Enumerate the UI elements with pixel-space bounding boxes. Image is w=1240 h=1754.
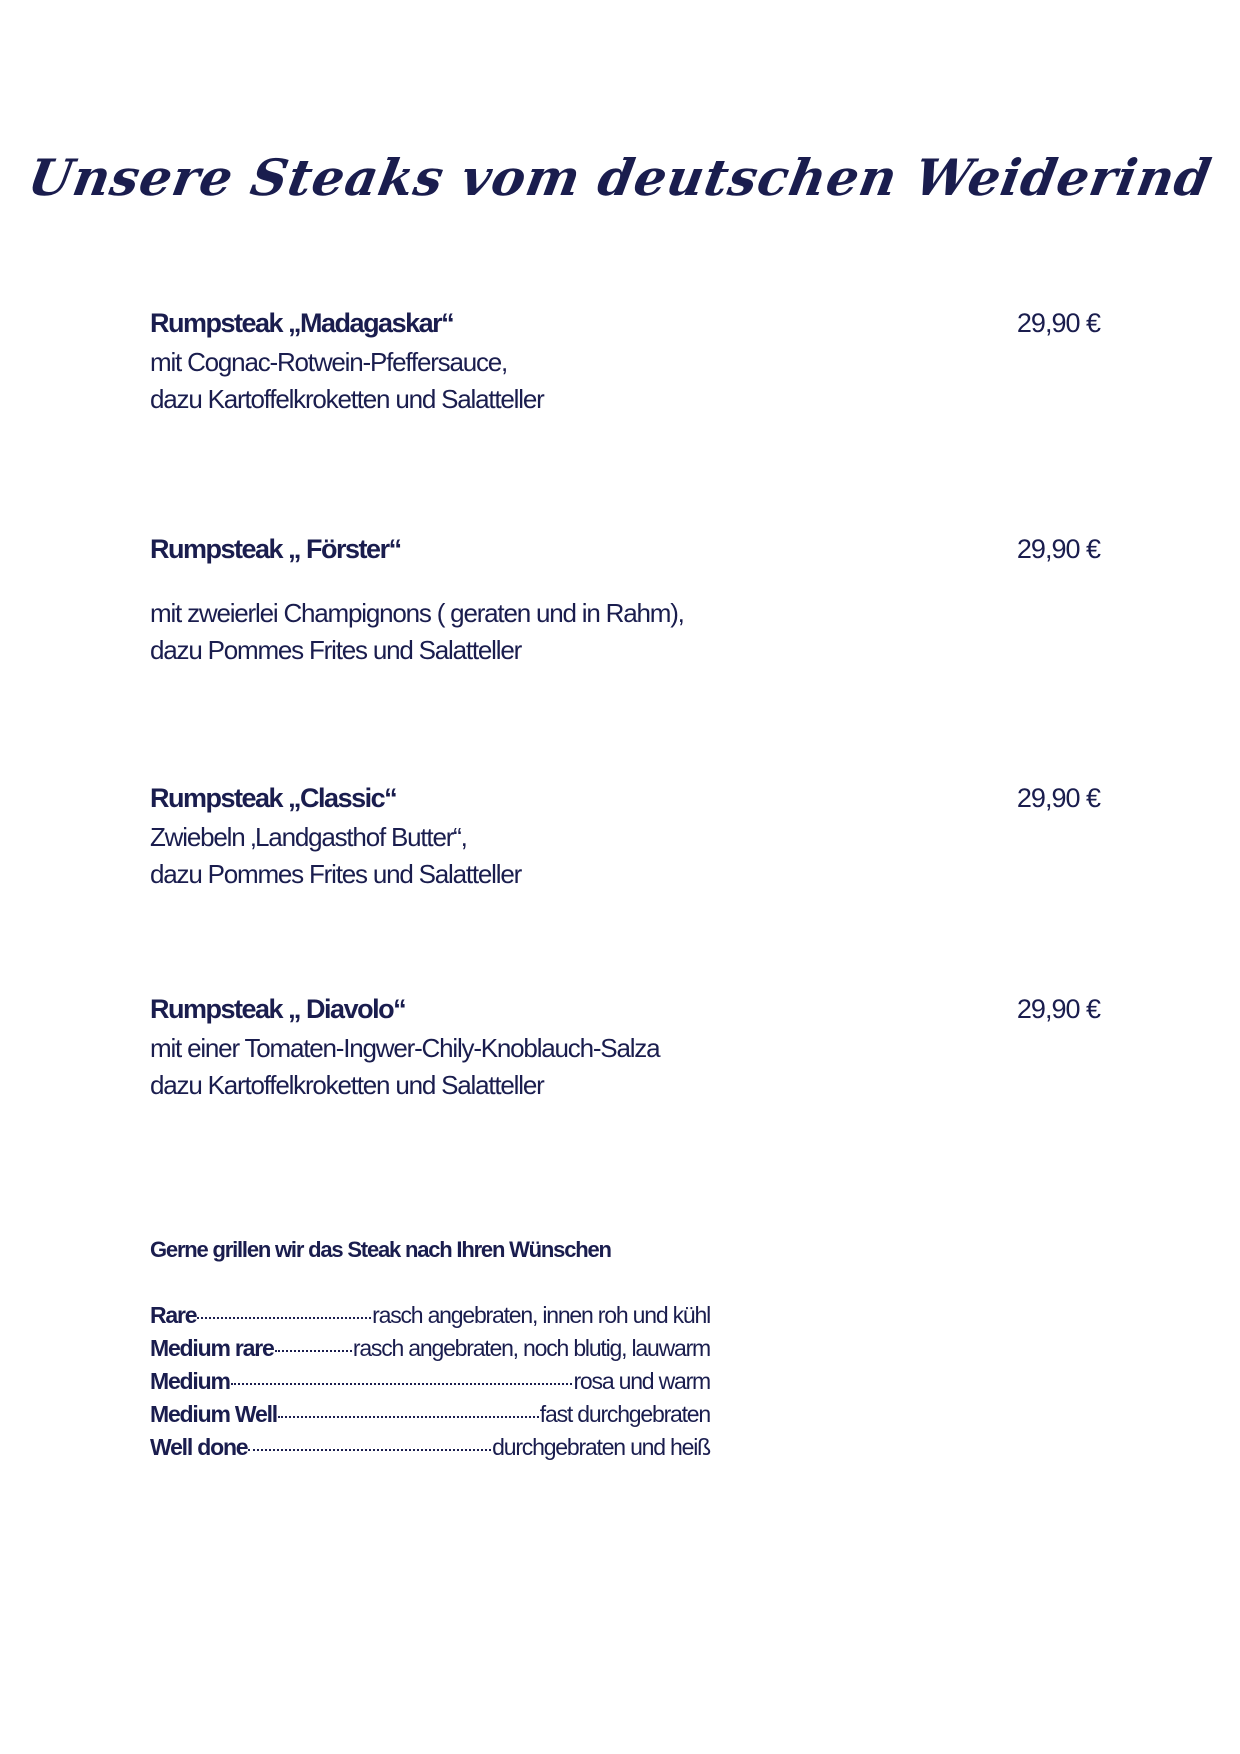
- dish-name: Rumpsteak „ Förster“: [150, 534, 401, 564]
- doneness-row-medium-rare: [150, 1335, 710, 1368]
- dish-description-line: dazu Kartoffelkroketten und Salatteller: [150, 384, 544, 414]
- doneness-row-medium-well: [150, 1401, 710, 1434]
- doneness-level: Medium: [150, 1368, 230, 1394]
- doneness-level: Rare: [150, 1302, 197, 1328]
- dish-description-line: dazu Kartoffelkroketten und Salatteller: [150, 1070, 544, 1100]
- grill-preferences-heading: Gerne grillen wir das Steak nach Ihren Wünschen: [150, 1237, 611, 1262]
- dish-description-line: Zwiebeln ‚Landgasthof Butter“,: [150, 822, 467, 852]
- dish-name: Rumpsteak „ Diavolo“: [150, 994, 406, 1024]
- dish-name: Rumpsteak „Classic“: [150, 783, 397, 813]
- doneness-description: durchgebraten und heiß: [492, 1434, 710, 1460]
- dish-description-line: dazu Pommes Frites und Salatteller: [150, 859, 522, 889]
- doneness-description: fast durchgebraten: [539, 1401, 710, 1427]
- dotted-leader: [275, 1348, 352, 1352]
- doneness-description: rasch angebraten, innen roh und kühl: [372, 1302, 710, 1328]
- page-title: Unsere Steaks vom deutschen Weiderind: [23, 148, 1217, 207]
- dish-description: [150, 344, 544, 418]
- doneness-list: [150, 1302, 710, 1467]
- dish-price: 29,90 €: [1016, 534, 1100, 564]
- doneness-level: Well done: [150, 1434, 248, 1460]
- doneness-description: rasch angebraten, noch blutig, lauwarm: [352, 1335, 710, 1361]
- dish-description: [150, 819, 521, 893]
- dish-description-line: mit zweierlei Champignons ( geraten und in Rahm),: [150, 598, 684, 628]
- dish-description: [150, 595, 684, 669]
- doneness-row-medium: [150, 1368, 710, 1401]
- doneness-level: Medium rare: [150, 1335, 274, 1361]
- dotted-leader: [248, 1447, 491, 1451]
- dish-description-line: dazu Pommes Frites und Salatteller: [150, 635, 522, 665]
- dish-description-line: mit einer Tomaten-Ingwer-Chily-Knoblauch-Salza: [150, 1033, 660, 1063]
- dotted-leader: [197, 1315, 371, 1319]
- doneness-level: Medium Well: [150, 1401, 277, 1427]
- dish-price: 29,90 €: [1016, 994, 1100, 1024]
- dish-price: 29,90 €: [1016, 783, 1100, 813]
- dish-description-line: mit Cognac-Rotwein-Pfeffersauce,: [150, 347, 508, 377]
- dish-name: Rumpsteak „Madagaskar“: [150, 308, 454, 338]
- dish-price: 29,90 €: [1016, 308, 1100, 338]
- dish-description: [150, 1030, 659, 1104]
- doneness-row-well-done: [150, 1434, 710, 1467]
- dotted-leader: [278, 1414, 539, 1418]
- dotted-leader: [231, 1381, 573, 1385]
- doneness-row-rare: [150, 1302, 710, 1335]
- doneness-description: rosa und warm: [573, 1368, 710, 1394]
